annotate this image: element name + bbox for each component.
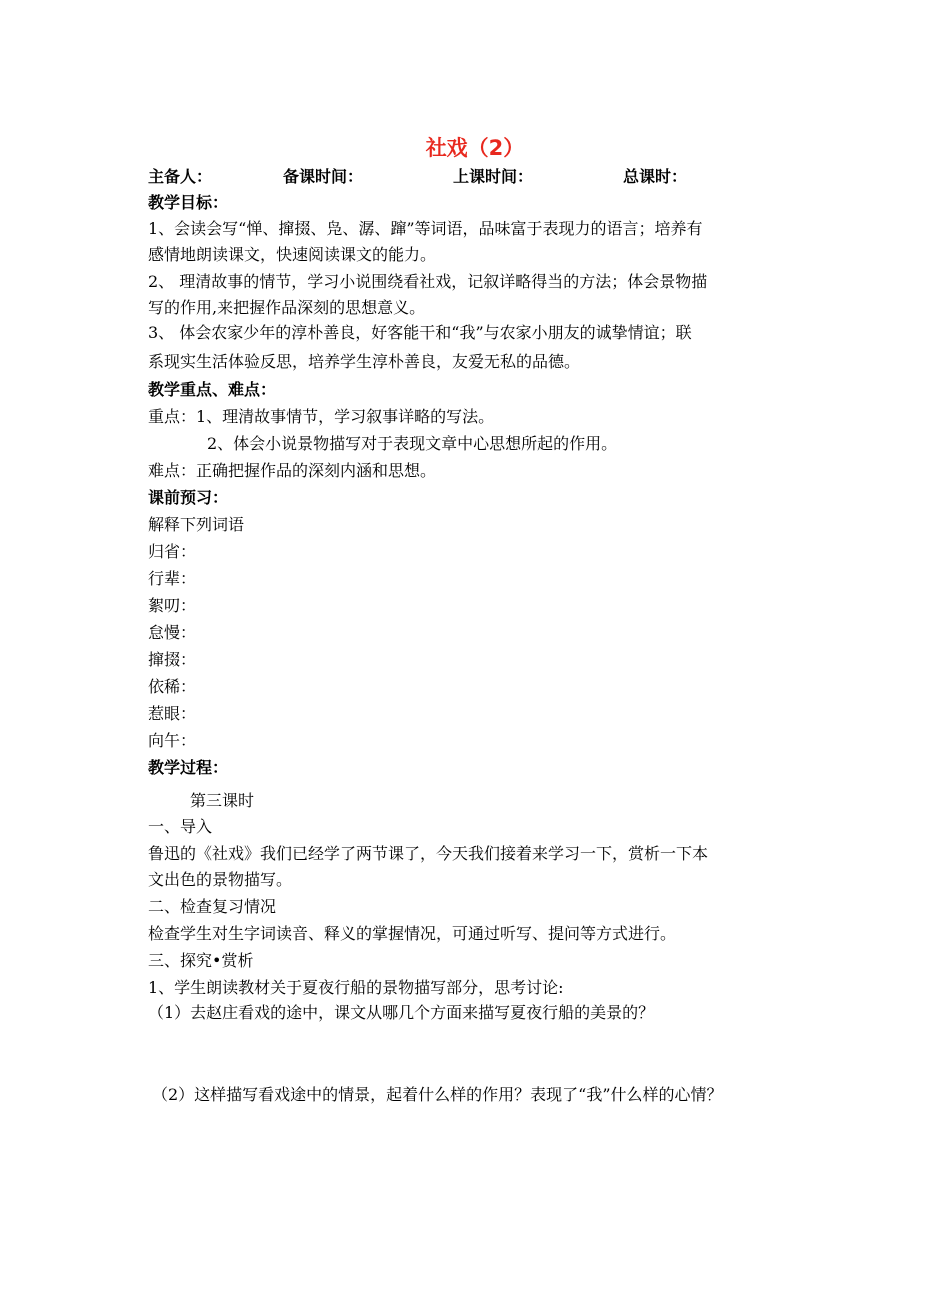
vocab-word: 归省：: [148, 542, 197, 561]
key-points-heading: 教学重点、难点：: [148, 380, 277, 399]
objective-1-line-2: 感情地朗读课文，快速阅读课文的能力。: [148, 245, 437, 264]
focus-point-1: 重点：1、理清故事情节，学习叙事详略的写法。: [148, 407, 495, 426]
vocab-word: 惹眼：: [148, 704, 197, 723]
preview-heading: 课前预习：: [148, 488, 229, 507]
objective-3-line-1: 3、 体会农家少年的淳朴善良，好客能干和“我”与农家小朋友的诚挚情谊；联: [148, 323, 692, 342]
objective-2-line-1: 2、 理清故事的情节，学习小说围绕看社戏，记叙详略得当的方法；体会景物描: [148, 272, 708, 291]
section-3-question-1: （1）去赵庄看戏的途中，课文从哪几个方面来描写夏夜行船的美景的？: [148, 1003, 655, 1022]
document-title: 社戏（2）: [425, 136, 525, 160]
section-1-line-2: 文出色的景物描写。: [148, 870, 293, 889]
section-2-line-1: 检查学生对生字词读音、释义的掌握情况，可通过听写、提问等方式进行。: [148, 924, 677, 943]
vocab-word: 怠慢：: [148, 623, 197, 642]
focus-point-2: 2、体会小说景物描写对于表现文章中心思想所起的作用。: [207, 434, 618, 453]
section-2-heading: 二、检查复习情况: [148, 897, 277, 916]
vocab-word: 向午：: [148, 731, 197, 750]
difficulty-point: 难点：正确把握作品的深刻内涵和思想。: [148, 461, 437, 480]
section-1-line-1: 鲁迅的《社戏》我们已经学了两节课了，今天我们接着来学习一下，赏析一下本: [148, 844, 709, 863]
prep-time-label: 备课时间：: [283, 167, 364, 186]
vocab-word: 絮叨：: [148, 596, 197, 615]
objective-3-line-2: 系现实生活体验反思，培养学生淳朴善良，友爱无私的品德。: [148, 352, 581, 371]
section-1-heading: 一、导入: [148, 817, 213, 836]
section-3-item-1: 1、学生朗读教材关于夏夜行船的景物描写部分，思考讨论:: [148, 978, 564, 997]
period-label: 第三课时: [190, 791, 255, 810]
presenter-label: 主备人：: [148, 167, 213, 186]
objective-1-line-1: 1、会读会写“惮、撺掇、凫、潺、蹿”等词语，品味富于表现力的语言；培养有: [148, 219, 703, 238]
process-heading: 教学过程：: [148, 758, 229, 777]
vocab-word: 撺掇：: [148, 650, 197, 669]
objectives-heading: 教学目标：: [148, 193, 229, 212]
total-periods-label: 总课时：: [623, 167, 688, 186]
preview-instruction: 解释下列词语: [148, 515, 245, 534]
section-3-question-2: （2）这样描写看戏途中的情景，起着什么样的作用？表现了“我”什么样的心情？: [152, 1085, 723, 1104]
objective-2-line-2: 写的作用,来把握作品深刻的思想意义。: [148, 298, 426, 317]
vocab-word: 依稀：: [148, 677, 197, 696]
vocab-word: 行辈：: [148, 569, 197, 588]
class-time-label: 上课时间：: [453, 167, 534, 186]
section-3-heading: 三、探究•赏析: [148, 951, 254, 970]
